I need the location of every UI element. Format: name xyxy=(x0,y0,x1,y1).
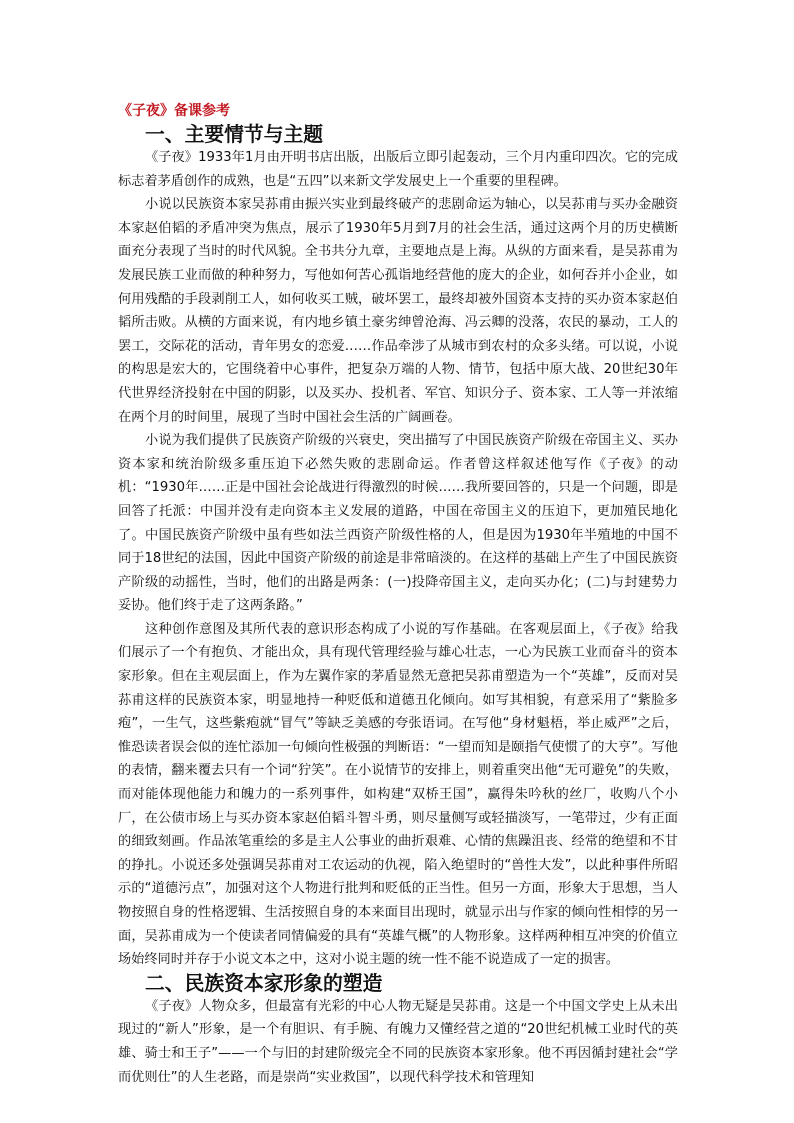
section-heading-character: 二、民族资本家形象的塑造 xyxy=(145,971,383,995)
paragraph: 小说以民族资本家吴荪甫由振兴实业到最终破产的悲剧命运为轴心，以吴荪甫与买办金融资本家赵伯韬的矛盾冲突为焦点，展示了1930年5月到7月的社会生活，通过这两个月的历史横断面充分表现了当时的时代风貌。全书共分九章，主要地点是上海。从纵的方面来看，是吴荪甫为发展民族工业而做的种种努力，写他如何苦心孤诣地经营他的庞大的企业，如何吞并小企业，如何用残酷的手段剥削工人，如何收买工贼，破坏罢工，最终却被外国资本支持的买办资本家赵伯韬所击败。从横的方面来说，有内地乡镇土豪劣绅曾沧海、冯云卿的没落，农民的暴动，工人的罢工，交际花的活动，青年男女的恋爱……作品牵涉了从城市到农村的众多头绪。可以说，小说的构思是宏大的，它围绕着中心事件，把复杂万端的人物、情节，包括中原大战、20世纪30年代世界经济投射在中国的阴影，以及买办、投机者、军官、知识分子、资本家、工人等一并浓缩在两个月的时间里，展现了当时中国社会生活的广阔画卷。 xyxy=(118,197,678,425)
section-heading-plot-theme: 一、主要情节与主题 xyxy=(145,123,324,146)
paragraph: 这种创作意图及其所代表的意识形态构成了小说的写作基础。在客观层面上，《子夜》给我们展示了一个有抱负、才能出众，具有现代管理经验与雄心壮志，一心为民族工业而奋斗的资本家形象。但在主观层面上，作为左翼作家的茅盾显然无意把吴荪甫塑造为一个“英雄”，反而对吴荪甫这样的民族资本家，明显地持一种贬低和道德丑化倾向。如写其相貌，有意采用了“紫脸多疱”，一生气，这些紫疱就“冒气”等缺乏美感的夸张语词。在写他“身材魁梧，举止威严”之后，惟恐读者误会似的连忙添加一句倾向性极强的判断语：“一望而知是颐指气使惯了的大亨”。写他的表情，翻来覆去只有一个词“狞笑”。在小说情节的安排上，则着重突出他“无可避免”的失败，而对能体现他能力和魄力的一系列事件，如构建“双桥王国”，赢得朱吟秋的丝厂，收购八个小厂，在公债市场上与买办资本家赵伯韬斗智斗勇，则尽量侧写或轻描淡写，一笔带过，少有正面的细致刻画。作品浓笔重绘的多是主人公事业的曲折艰难、心情的焦躁沮丧、经常的绝望和不甘的挣扎。小说还多处强调吴荪甫对工农运动的仇视，陷入绝望时的“兽性大发”，以此种事件所昭示的“道德污点”，加强对这个人物进行批判和贬低的正当性。但另一方面，形象大于思想，当人物按照自身的性格逻辑、生活按照自身的本来面目出现时，就显示出与作家的倾向性相悖的另一面，吴荪甫成为一个使读者同情偏爱的具有“英雄气概”的人物形象。这样两种相互冲突的价值立场始终同时并存于小说文本之中，这对小说主题的统一性不能不说造成了一定的损害。 xyxy=(118,621,678,968)
paragraph: 《子夜》人物众多，但最富有光彩的中心人物无疑是吴荪甫。这是一个中国文学史上从未出现过的“新人”形象，是一个有胆识、有手腕、有魄力又懂经营之道的“20世纪机械工业时代的英雄、骑士和王子”——一个与旧的封建阶级完全不同的民族资本家形象。他不再因循封建社会“学而优则仕”的人生老路，而是崇尚“实业救国”，以现代科学技术和管理知 xyxy=(118,998,678,1085)
document-title: 《子夜》备课参考 xyxy=(118,103,230,119)
paragraph: 小说为我们提供了民族资产阶级的兴衰史，突出描写了中国民族资产阶级在帝国主义、买办资本家和统治阶级多重压迫下必然失败的悲剧命运。作者曾这样叙述他写作《子夜》的动机：“1930年……正是中国社会论战进行得激烈的时候……我所要回答的，只是一个问题，即是回答了托派：中国并没有走向资本主义发展的道路，中国在帝国主义的压迫下，更加殖民地化了。中国民族资产阶级中虽有些如法兰西资产阶级性格的人，但是因为1930年半殖地的中国不同于18世纪的法国，因此中国资产阶级的前途是非常暗淡的。在这样的基础上产生了中国民族资产阶级的动摇性，当时，他们的出路是两条：(一)投降帝国主义，走向买办化；(二)与封建势力妥协。他们终于走了这两条路。” xyxy=(118,433,678,614)
paragraph: 《子夜》1933年1月由开明书店出版，出版后立即引起轰动，三个月内重印四次。它的完成标志着茅盾创作的成熟，也是“五四”以来新文学发展史上一个重要的里程碑。 xyxy=(118,150,678,189)
document-page xyxy=(118,100,678,1089)
